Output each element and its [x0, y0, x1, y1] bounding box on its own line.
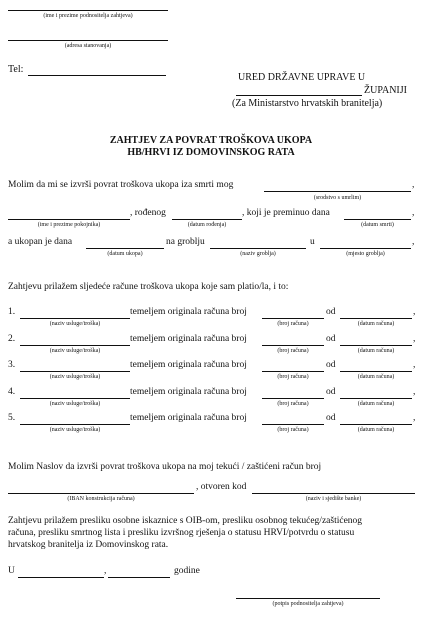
recipient-line3: (Za Ministarstvo hrvatskih branitelja)	[232, 98, 383, 109]
bank-caption: (naziv i sjedište banke)	[305, 496, 362, 502]
basis-text: temeljem originala računa broj	[130, 413, 247, 423]
invoice-number-caption: (broj računa)	[277, 401, 309, 407]
cemetery-text: na groblju	[166, 237, 205, 247]
comma-mark: ,	[412, 237, 415, 247]
birth-date-line[interactable]	[172, 219, 242, 220]
place-caption: (mjesto groblja)	[346, 251, 385, 257]
comma-mark: ,	[413, 307, 416, 317]
invoice-number-line[interactable]	[262, 424, 324, 425]
basis-text: temeljem originala računa broj	[130, 334, 247, 344]
basis-text: temeljem originala računa broj	[130, 307, 247, 317]
service-caption: (naziv usluge/troška)	[49, 374, 101, 380]
service-caption: (naziv usluge/troška)	[49, 348, 101, 354]
invoice-row-number: 4.	[8, 387, 16, 397]
place-line[interactable]	[320, 248, 411, 249]
comma-mark: ,	[413, 360, 416, 370]
address-line[interactable]	[8, 40, 168, 41]
signing-date-line[interactable]	[108, 577, 170, 578]
invoice-row-number: 3.	[8, 360, 16, 370]
applicant-name-caption: (ime i prezime podnositelja zahtjeva)	[43, 13, 133, 19]
invoice-row-number: 5.	[8, 413, 16, 423]
bank-line[interactable]	[252, 493, 415, 494]
page-title-line2: HB/HRVI IZ DOMOVINSKOG RATA	[127, 147, 295, 158]
from-text: od	[326, 334, 336, 344]
invoice-row-number: 2.	[8, 334, 16, 344]
invoice-date-caption: (datum računa)	[357, 348, 395, 354]
cemetery-line[interactable]	[210, 248, 306, 249]
from-text: od	[326, 387, 336, 397]
invoice-date-caption: (datum računa)	[357, 401, 395, 407]
invoice-date-caption: (datum računa)	[357, 321, 395, 327]
invoice-number-caption: (broj računa)	[277, 321, 309, 327]
invoice-number-line[interactable]	[262, 345, 324, 346]
tel-label: Tel:	[8, 64, 24, 75]
attachments-line2: računa, presliku smrtnog lista i presliku izvršnog rješenja o statusu HRVI/potvrdu o statusu	[8, 528, 355, 538]
service-caption: (naziv usluge/troška)	[49, 427, 101, 433]
invoice-date-line[interactable]	[340, 318, 412, 319]
invoice-number-line[interactable]	[262, 318, 324, 319]
from-text: od	[326, 307, 336, 317]
relation-line[interactable]	[264, 191, 411, 192]
invoice-row-number: 1.	[8, 307, 16, 317]
buried-text: a ukopan je dana	[8, 237, 73, 247]
comma-mark: ,	[413, 387, 416, 397]
invoices-intro: Zahtjevu prilažem sljedeće račune troškova ukopa koje sam platio/la, i to:	[8, 282, 289, 292]
basis-text: temeljem originala računa broj	[130, 360, 247, 370]
attachments-line3: hrvatskog branitelja iz Domovinskog rata.	[8, 540, 169, 550]
tel-line[interactable]	[28, 75, 166, 76]
death-date-line[interactable]	[344, 219, 411, 220]
invoice-number-line[interactable]	[262, 398, 324, 399]
recipient-line2: ŽUPANIJI	[364, 85, 407, 96]
service-line[interactable]	[20, 424, 130, 425]
service-line[interactable]	[20, 371, 130, 372]
burial-date-caption: (datum ukopa)	[107, 251, 143, 257]
request-line1-text: Molim da mi se izvrši povrat troškova ukopa iza smrti mog	[8, 180, 234, 190]
comma-mark: ,	[413, 334, 416, 344]
service-line[interactable]	[20, 318, 130, 319]
recipient-line1: URED DRŽAVNE UPRAVE U	[238, 72, 366, 83]
attachments-line1: Zahtjevu prilažem presliku osobne iskaznice s OIB-om, presliku osobnog tekućeg/zaštićenog	[8, 516, 363, 526]
invoice-date-line[interactable]	[340, 398, 412, 399]
comma-mark: ,	[104, 566, 107, 576]
relation-caption: (srodstvo s umrlim)	[313, 195, 362, 201]
iban-line[interactable]	[8, 493, 194, 494]
invoice-date-caption: (datum računa)	[357, 374, 395, 380]
page-title-line1: ZAHTJEV ZA POVRAT TROŠKOVA UKOPA	[109, 135, 313, 146]
signature-line[interactable]	[236, 598, 380, 599]
signature-caption: (potpis podnositelja zahtjeva)	[272, 601, 344, 607]
invoice-number-line[interactable]	[262, 371, 324, 372]
applicant-name-line[interactable]	[8, 10, 168, 11]
service-line[interactable]	[20, 345, 130, 346]
county-line[interactable]	[236, 95, 362, 96]
cemetery-caption: (naziv groblja)	[240, 251, 276, 257]
from-text: od	[326, 360, 336, 370]
comma-mark: ,	[413, 413, 416, 423]
invoice-date-line[interactable]	[340, 371, 412, 372]
invoice-date-line[interactable]	[340, 345, 412, 346]
payment-text: Molim Naslov da izvrši povrat troškova ukopa na moj tekući / zaštićeni račun broj	[8, 462, 322, 472]
service-line[interactable]	[20, 398, 130, 399]
comma-mark: ,	[412, 208, 415, 218]
place-prefix: U	[8, 566, 15, 576]
year-suffix: godine	[174, 566, 200, 576]
signing-place-line[interactable]	[18, 577, 104, 578]
invoice-date-line[interactable]	[340, 424, 412, 425]
invoice-number-caption: (broj računa)	[277, 374, 309, 380]
born-text: , rođenog	[130, 208, 166, 218]
invoice-number-caption: (broj računa)	[277, 348, 309, 354]
comma-mark: ,	[412, 180, 415, 190]
deceased-name-caption: (ime i prezime pokojnika)	[37, 222, 101, 228]
from-text: od	[326, 413, 336, 423]
in-text: u	[310, 237, 315, 247]
death-date-caption: (datum smrti)	[361, 222, 394, 228]
birth-date-caption: (datum rođenja)	[187, 222, 227, 228]
service-caption: (naziv usluge/troška)	[49, 401, 101, 407]
address-caption: (adresa stanovanja)	[64, 43, 112, 49]
invoice-number-caption: (broj računa)	[277, 427, 309, 433]
deceased-name-line[interactable]	[8, 219, 130, 220]
iban-caption: (IBAN konstrukcija računa)	[67, 496, 135, 502]
died-text: , koji je preminuo dana	[242, 208, 330, 218]
opened-text: , otvoren kod	[196, 482, 247, 492]
service-caption: (naziv usluge/troška)	[49, 321, 101, 327]
basis-text: temeljem originala računa broj	[130, 387, 247, 397]
burial-date-line[interactable]	[86, 248, 164, 249]
invoice-date-caption: (datum računa)	[357, 427, 395, 433]
